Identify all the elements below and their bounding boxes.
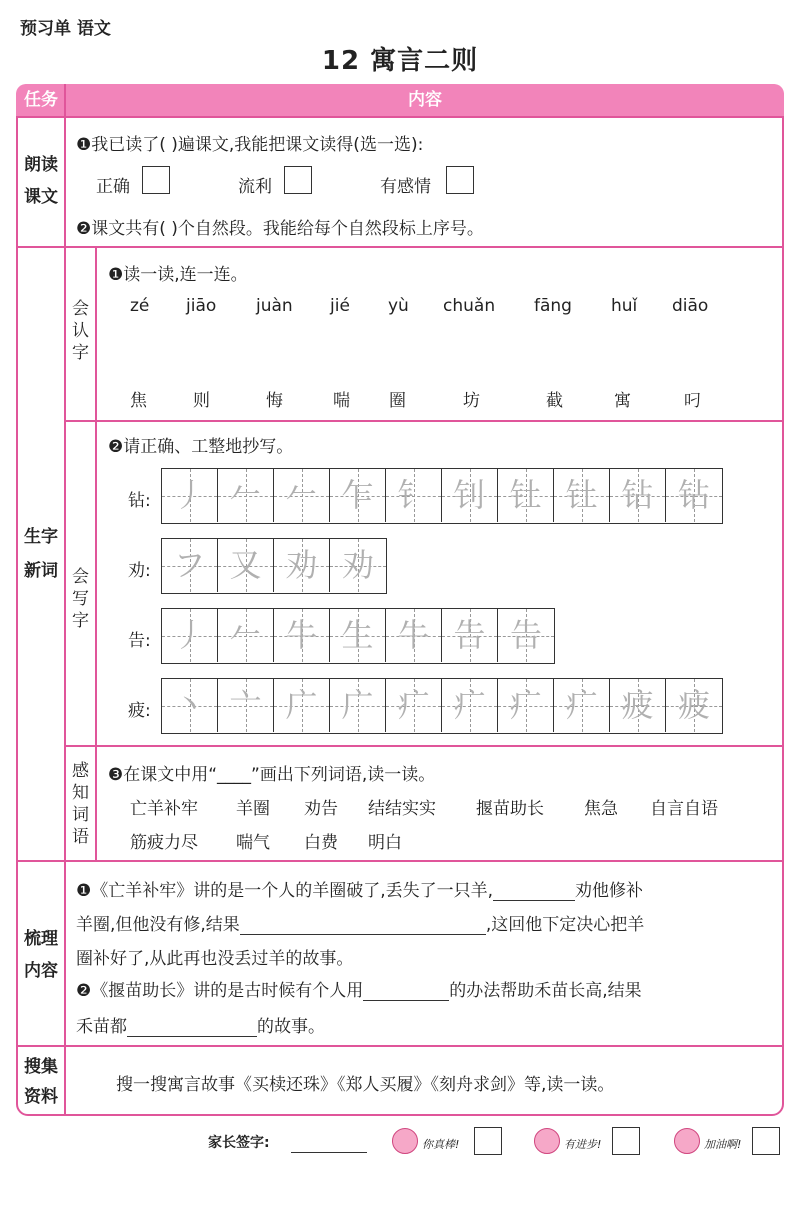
paragraph-text: 禾苗都 xyxy=(76,1017,127,1037)
hanzi: 叼 xyxy=(684,391,701,411)
header-content: 内容 xyxy=(408,90,442,110)
grid-cell[interactable] xyxy=(554,469,610,522)
grid-cell[interactable] xyxy=(274,679,330,732)
grid-cell[interactable] xyxy=(442,469,498,522)
stroke-trace: 𠂉 xyxy=(229,616,262,654)
stroke-trace: 丶 xyxy=(173,686,206,724)
paragraph-text: 劝他修补 xyxy=(575,881,644,901)
pinyin: fāng xyxy=(534,296,572,316)
option-label: 流利 xyxy=(238,177,272,197)
paragraph-text: ❷《揠苗助长》讲的是古时候有个人用 xyxy=(76,981,364,1001)
fill-blank[interactable] xyxy=(127,1018,257,1037)
reading-q2: ❷课文共有( )个自然段。我能给每个自然段标上序号。 xyxy=(76,219,484,239)
stroke-trace: 牛 xyxy=(285,616,318,654)
vocab-word: 筋疲力尽 xyxy=(130,833,198,853)
divider xyxy=(95,246,97,860)
row-label-reading-2: 课文 xyxy=(24,187,58,207)
vocab-word: 喘气 xyxy=(236,833,270,853)
stroke-trace: 钍 xyxy=(565,476,598,514)
sub-label-write: 会 xyxy=(72,567,89,587)
grid-cell[interactable] xyxy=(162,679,218,732)
writing-grid xyxy=(161,678,723,734)
grid-cell[interactable] xyxy=(386,679,442,732)
write-char-label: 钻: xyxy=(128,491,151,511)
grid-cell[interactable] xyxy=(330,609,386,662)
stroke-trace: 广 xyxy=(341,686,374,724)
option-checkbox[interactable] xyxy=(142,166,170,194)
pinyin: chuǎn xyxy=(443,296,496,316)
paragraph-text: 的办法帮助禾苗长高,结果 xyxy=(449,981,642,1001)
grid-cell[interactable] xyxy=(610,679,666,732)
row-label-collect: 搜集 xyxy=(24,1057,58,1077)
grid-cell[interactable] xyxy=(666,679,722,732)
option-checkbox[interactable] xyxy=(446,166,474,194)
grid-cell[interactable] xyxy=(442,679,498,732)
write-char-label: 疲: xyxy=(128,701,151,721)
paragraph-text: ,这回他下定决心把羊 xyxy=(485,915,645,935)
stroke-trace: 丿 xyxy=(173,616,206,654)
stroke-trace: 钻 xyxy=(621,476,654,514)
vocab-word: 羊圈 xyxy=(236,799,270,819)
sub-label-recognize: 会 xyxy=(72,299,89,319)
perceive-question: ❸在课文中用“____”画出下列词语,读一读。 xyxy=(108,765,436,785)
grid-cell[interactable] xyxy=(274,609,330,662)
grid-cell[interactable] xyxy=(218,609,274,662)
pinyin: diāo xyxy=(672,296,709,316)
paragraph-text: 的故事。 xyxy=(257,1017,325,1037)
rating-label: 你真棒! xyxy=(422,1138,460,1151)
stroke-trace: 钊 xyxy=(453,476,486,514)
vocab-word: 揠苗助长 xyxy=(476,799,544,819)
sub-label-recognize: 字 xyxy=(72,343,89,363)
stroke-trace: 牛 xyxy=(397,616,430,654)
stroke-trace: 疲 xyxy=(677,686,710,724)
row-label-words: 生字 xyxy=(24,527,58,547)
reading-q1: ❶我已读了( )遍课文,我能把课文读得(选一选): xyxy=(76,135,424,155)
rating-checkbox[interactable] xyxy=(474,1127,502,1155)
subject-header: 预习单 语文 xyxy=(20,19,111,39)
grid-cell[interactable] xyxy=(386,609,442,662)
option-checkbox[interactable] xyxy=(284,166,312,194)
smiley-icon xyxy=(674,1128,700,1154)
stroke-trace: 疒 xyxy=(453,686,486,724)
row-label-collect-2: 资料 xyxy=(24,1087,58,1107)
write-char-label: 告: xyxy=(128,631,151,651)
grid-cell[interactable] xyxy=(162,469,218,522)
writing-grid xyxy=(161,468,723,524)
vocab-word: 亡羊补牢 xyxy=(130,799,198,819)
write-question: ❷请正确、工整地抄写。 xyxy=(108,437,294,457)
fill-blank[interactable] xyxy=(363,982,449,1001)
stroke-trace: 乍 xyxy=(341,476,374,514)
option-label: 有感情 xyxy=(380,177,431,197)
hanzi: 截 xyxy=(546,391,563,411)
rating-checkbox[interactable] xyxy=(752,1127,780,1155)
stroke-trace: 亠 xyxy=(229,686,262,724)
row-label-reading: 朗读 xyxy=(24,155,58,175)
vocab-word: 自言自语 xyxy=(650,799,718,819)
stroke-trace: 𠂉 xyxy=(229,476,262,514)
recognize-question: ❶读一读,连一连。 xyxy=(108,265,248,285)
sub-label-perceive: 语 xyxy=(72,827,89,847)
stroke-trace: 𠂉 xyxy=(285,476,318,514)
hanzi: 坊 xyxy=(463,391,480,411)
rating-label: 有进步! xyxy=(564,1138,602,1151)
row-label-sort: 梳理 xyxy=(24,929,58,949)
signature-line[interactable] xyxy=(291,1152,367,1153)
grid-cell[interactable] xyxy=(498,609,554,662)
grid-cell[interactable] xyxy=(330,469,386,522)
grid-cell[interactable] xyxy=(330,679,386,732)
paragraph-text: ❶《亡羊补牢》讲的是一个人的羊圈破了,丢失了一只羊, xyxy=(76,881,494,901)
vocab-word: 结结实实 xyxy=(368,799,436,819)
hanzi: 则 xyxy=(193,391,210,411)
row-label-sort-2: 内容 xyxy=(24,961,58,981)
stroke-trace: 疲 xyxy=(621,686,654,724)
sub-label-write: 字 xyxy=(72,611,89,631)
pinyin: zé xyxy=(130,296,150,316)
grid-cell[interactable] xyxy=(442,609,498,662)
pinyin: jiāo xyxy=(186,296,217,316)
grid-cell[interactable] xyxy=(498,469,554,522)
hanzi: 焦 xyxy=(130,391,147,411)
grid-cell[interactable] xyxy=(274,539,330,592)
grid-cell[interactable] xyxy=(218,539,274,592)
writing-grid xyxy=(161,608,555,664)
row-label-words-2: 新词 xyxy=(24,561,58,581)
divider xyxy=(64,420,784,422)
grid-cell[interactable] xyxy=(162,609,218,662)
divider xyxy=(16,116,784,118)
sub-label-recognize: 认 xyxy=(72,321,89,341)
grid-cell[interactable] xyxy=(610,469,666,522)
stroke-trace: 钍 xyxy=(509,476,542,514)
stroke-trace: 疒 xyxy=(565,686,598,724)
stroke-trace: 生 xyxy=(341,616,374,654)
parent-signature-label: 家长签字: xyxy=(208,1135,270,1151)
fill-blank[interactable] xyxy=(240,916,486,935)
vocab-word: 白费 xyxy=(304,833,338,853)
stroke-trace: 告 xyxy=(453,616,486,654)
pinyin: huǐ xyxy=(611,296,638,316)
divider xyxy=(64,745,784,747)
sub-label-perceive: 词 xyxy=(72,805,89,825)
stroke-trace: 疒 xyxy=(509,686,542,724)
grid-cell[interactable] xyxy=(274,469,330,522)
sort-paragraph-1-line2 xyxy=(76,910,644,935)
divider xyxy=(16,246,784,248)
grid-cell[interactable] xyxy=(498,679,554,732)
divider xyxy=(16,860,784,862)
grid-cell[interactable] xyxy=(386,469,442,522)
rating-checkbox[interactable] xyxy=(612,1127,640,1155)
divider xyxy=(16,1045,784,1047)
grid-cell[interactable] xyxy=(218,469,274,522)
paragraph-text: 羊圈,但他没有修,结果 xyxy=(76,915,240,935)
vocab-word: 焦急 xyxy=(584,799,618,819)
sort-paragraph-2-line2 xyxy=(76,1012,325,1037)
hanzi: 喘 xyxy=(333,391,350,411)
pinyin: jié xyxy=(330,296,350,316)
write-char-label: 劝: xyxy=(128,561,151,581)
grid-cell[interactable] xyxy=(554,679,610,732)
grid-cell[interactable] xyxy=(218,679,274,732)
stroke-trace: 告 xyxy=(509,616,542,654)
sort-paragraph-2 xyxy=(76,976,642,1001)
pinyin: yù xyxy=(388,296,409,316)
rating-label: 加油啊! xyxy=(704,1138,742,1151)
sort-paragraph-1 xyxy=(76,876,643,901)
hanzi: 寓 xyxy=(614,391,631,411)
collect-text: 搜一搜寓言故事《买椟还珠》《郑人买履》《刻舟求剑》等,读一读。 xyxy=(116,1075,615,1095)
sub-label-perceive: 知 xyxy=(72,783,89,803)
sort-paragraph-1-line3: 圈补好了,从此再也没丢过羊的故事。 xyxy=(76,949,354,969)
stroke-trace: 钻 xyxy=(677,476,710,514)
grid-cell[interactable] xyxy=(666,469,722,522)
stroke-trace: 丿 xyxy=(173,476,206,514)
lesson-title: 12 寓言二则 xyxy=(321,46,479,76)
stroke-trace: 又 xyxy=(229,546,262,584)
sub-label-write: 写 xyxy=(72,589,89,609)
hanzi: 悔 xyxy=(266,391,283,411)
stroke-trace: フ xyxy=(173,546,206,584)
vocab-word: 明白 xyxy=(368,833,402,853)
stroke-trace: 劝 xyxy=(341,546,374,584)
header-task: 任务 xyxy=(24,90,58,110)
stroke-trace: 广 xyxy=(285,686,318,724)
stroke-trace: 疒 xyxy=(397,686,430,724)
sub-label-perceive: 感 xyxy=(72,761,89,781)
smiley-icon xyxy=(392,1128,418,1154)
pinyin: juàn xyxy=(256,296,293,316)
hanzi: 圈 xyxy=(389,391,406,411)
stroke-trace: 劝 xyxy=(285,546,318,584)
grid-cell[interactable] xyxy=(330,539,386,592)
smiley-icon xyxy=(534,1128,560,1154)
grid-cell[interactable] xyxy=(162,539,218,592)
option-label: 正确 xyxy=(96,177,130,197)
vocab-word: 劝告 xyxy=(304,799,338,819)
writing-grid xyxy=(161,538,387,594)
stroke-trace: 钅 xyxy=(397,476,430,514)
fill-blank[interactable] xyxy=(493,882,575,901)
